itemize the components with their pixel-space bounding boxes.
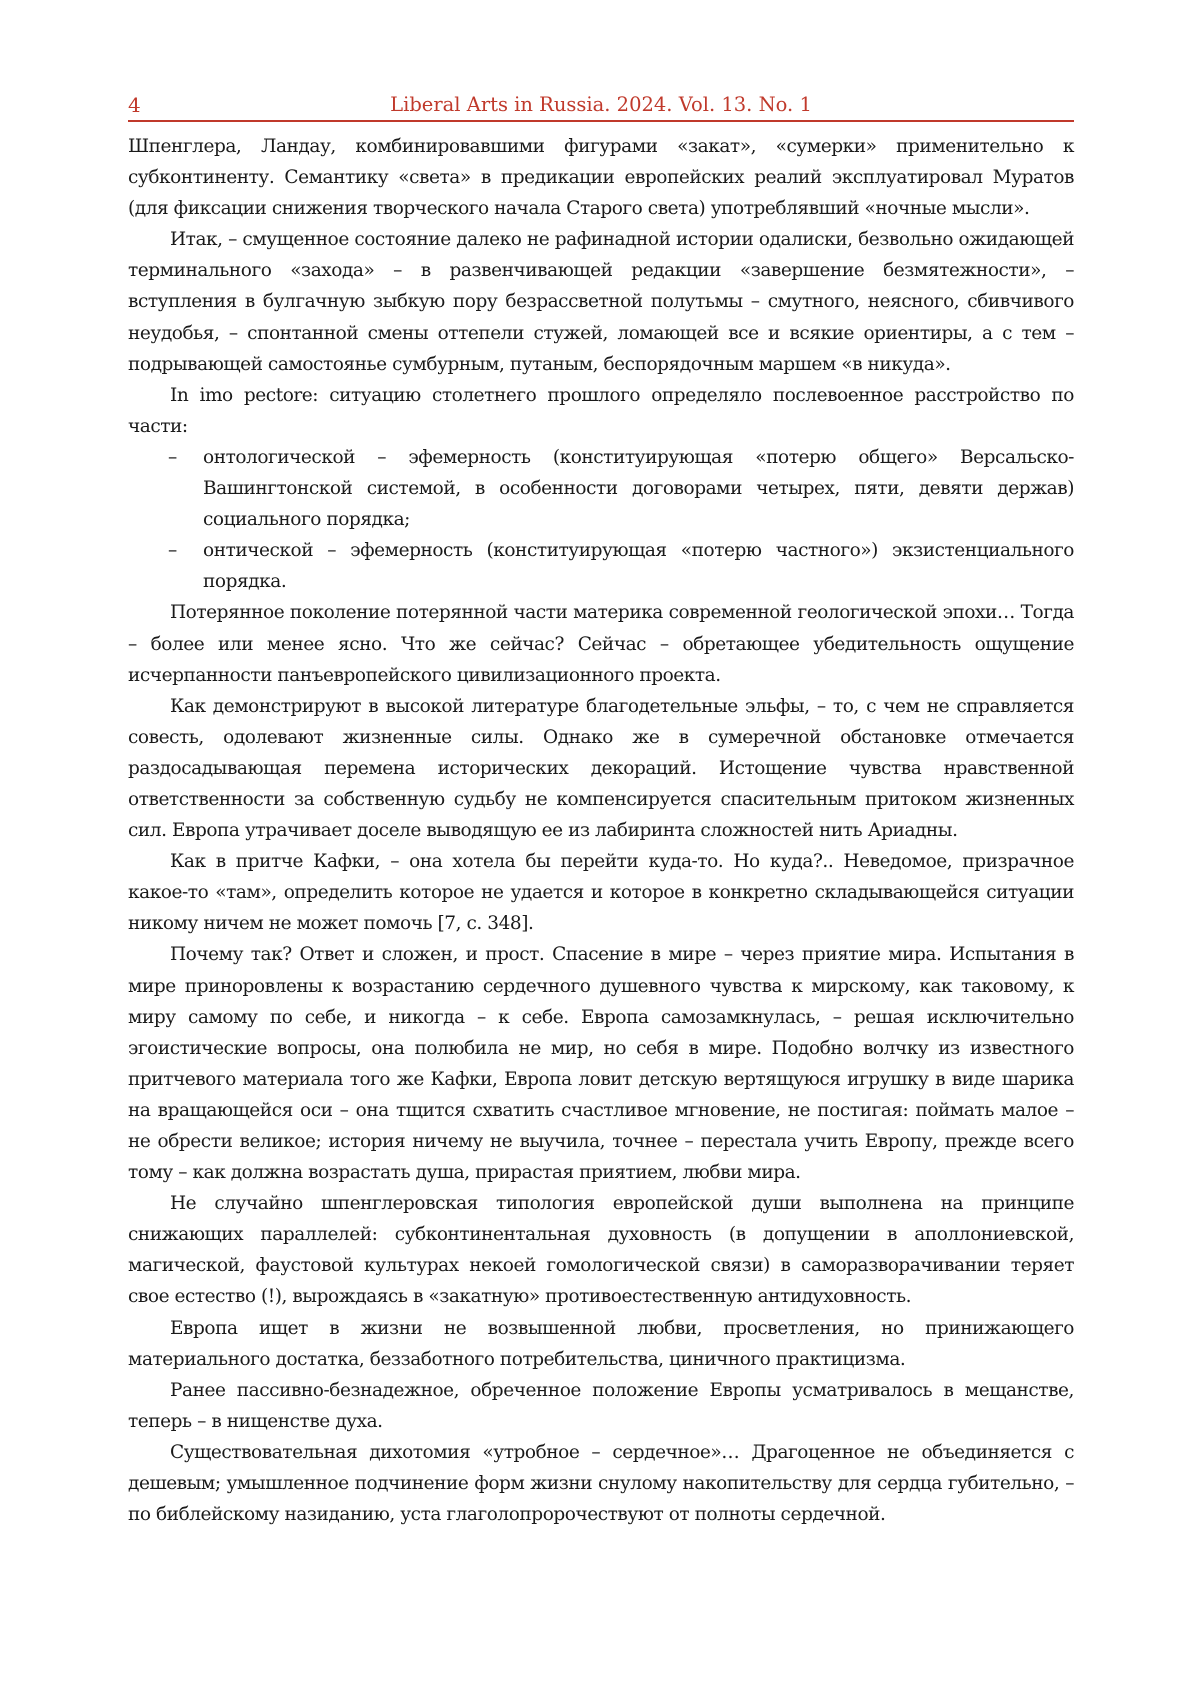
list-item — [128, 535, 1074, 597]
paragraph: Как демонстрируют в высокой литературе благодетельные эльфы, – то, с чем не справляется совесть, одолевают жизненные силы. Однако же в сумеречной обстановке отмечается раздосадывающая перемена исторических декораций. Истощение чувства нравственной ответственности за собственную судьбу не компенсируется спасительным притоком жизненных сил. Европа утрачивает доселе выводящую ее из лабиринта сложностей нить Ариадны. — [128, 695, 1074, 842]
list-item-text: онтологической – эфемерность (конституирующая «потерю общего» Версальско-Вашингтонской системой, в особенности договорами четырех, пяти, девяти держав) социального порядка; — [203, 446, 1074, 531]
running-head: Liberal Arts in Russia. 2024. Vol. 13. No. 1 — [390, 93, 812, 116]
page-number: 4 — [128, 93, 141, 117]
page-header — [128, 90, 1074, 120]
paragraph: In imo pectore: ситуацию столетнего прошлого определяло послевоенное расстройство по части: — [128, 384, 1074, 437]
header-rule — [128, 120, 1074, 122]
paragraph: Европа ищет в жизни не возвышенной любви, просветления, но принижающего материального достатка, беззаботного потребительства, циничного практицизма. — [128, 1317, 1074, 1370]
paragraph: Шпенглера, Ландау, комбинировавшими фигурами «закат», «сумерки» применительно к субконтиненту. Семантику «света» в предикации европейских реалий эксплуатировал Муратов (для фиксации снижения творческого начала Старого света) употреблявший «ночные мысли». — [128, 136, 1074, 220]
dash-list — [128, 442, 1074, 597]
paragraph: Существовательная дихотомия «утробное – сердечное»… Драгоценное не объединяется с дешевым; умышленное подчинение форм жизни снулому накопительству для сердца губительно, – по библейскому назиданию, уста глаголопророчествуют от полноты сердечной. — [128, 1441, 1074, 1526]
list-dash: – — [168, 446, 177, 468]
list-dash: – — [168, 540, 177, 562]
list-item-text: онтической – эфемерность (конституирующая «потерю частного») экзистенциального порядка. — [203, 540, 1074, 593]
paragraph: Потерянное поколение потерянной части материка современной геологической эпохи… Тогда – более или менее ясно. Что же сейчас? Сейчас – обретающее убедительность ощущение исчерпанности панъевропейского цивилизационного проекта. — [128, 602, 1074, 686]
paragraph: Ранее пассивно-безнадежное, обреченное положение Европы усматривалось в мещанстве, теперь – в нищенстве духа. — [128, 1379, 1074, 1432]
paragraph: Итак, – смущенное состояние далеко не рафинадной истории одалиски, безвольно ожидающей терминального «захода» – в развенчивающей редакции «завершение безмятежности», – вступления в булгачную зыбкую пору безрассветной полутьмы – смутного, неясного, сбивчивого неудобья, – спонтанной смены оттепели стужей, ломающей все и всякие ориентиры, а с тем – подрывающей самостоянье сумбурным, путаным, беспорядочным маршем «в никуда». — [128, 229, 1074, 375]
article-body — [128, 131, 1074, 1530]
list-item — [128, 442, 1074, 535]
paragraph: Не случайно шпенглеровская типология европейской души выполнена на принципе снижающих параллелей: субконтинентальная духовность (в допущении в аполлониевской, магической, фаустовой культурах некоей гомологической связи) в саморазворачивании теряет свое естество (!), вырождаясь в «закатную» противоестественную антидуховность. — [128, 1193, 1074, 1308]
paragraph: Как в притче Кафки, – она хотела бы перейти куда-то. Но куда?.. Неведомое, призрачное какое-то «там», определить которое не удается и которое в конкретно складывающейся ситуации никому ничем не может помочь [7, с. 348]. — [128, 851, 1074, 935]
paragraph: Почему так? Ответ и сложен, и прост. Спасение в мире – через приятие мира. Испытания в мире приноровлены к возрастанию сердечного душевного чувства к мирскому, как таковому, к миру самому по себе, и никогда – к себе. Европа самозамкнулась, – решая исключительно эгоистические вопросы, она полюбила не мир, но себя в мире. Подобно волчку из известного притчевого материала того же Кафки, Европа ловит детскую вертящуюся игрушку в виде шарика на вращающейся оси – она тщится схватить счастливое мгновение, не постигая: поймать малое – не обрести великое; история ничему не выучила, точнее – перестала учить Европу, прежде всего тому – как должна возрастать душа, прирастая приятием, любви мира. — [128, 944, 1074, 1184]
